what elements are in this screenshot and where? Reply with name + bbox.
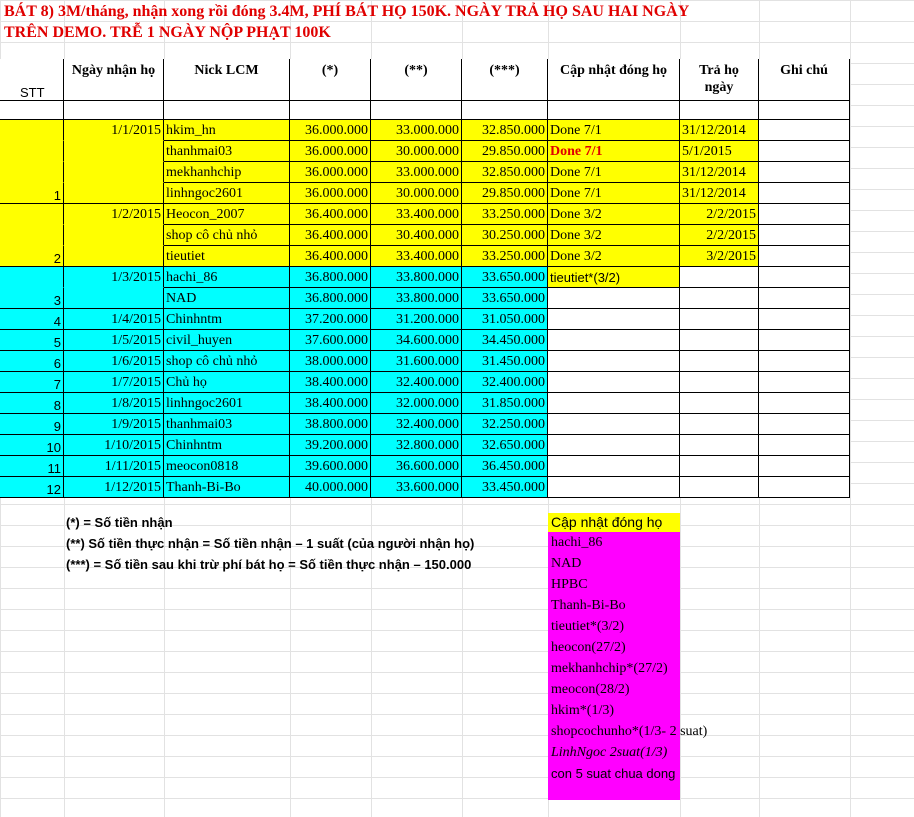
cell-tra[interactable]: 2/2/2015 [680,225,759,246]
cell-stt[interactable]: 6 [0,351,64,372]
gridline-v [850,0,851,817]
cell-ghi[interactable] [759,372,850,393]
cell-ghi[interactable] [759,351,850,372]
cell-c1[interactable]: 38.400.000 [290,372,371,393]
cell-date[interactable]: 1/10/2015 [64,435,164,456]
cell-tra[interactable]: 31/12/2014 [680,183,759,204]
cell-c3[interactable]: 32.850.000 [462,162,548,183]
cell-c3[interactable]: 33.250.000 [462,204,548,225]
cell-c2[interactable]: 33.400.000 [371,204,462,225]
cell-c2[interactable]: 36.600.000 [371,456,462,477]
cell-nick[interactable]: thanhmai03 [164,141,290,162]
cell-c2[interactable]: 32.400.000 [371,372,462,393]
cell-c3[interactable]: 32.850.000 [462,120,548,141]
cell-stt[interactable]: 2 [0,246,64,267]
cell-tra[interactable] [680,414,759,435]
cell-ghi[interactable] [759,393,850,414]
cell-upd[interactable] [548,393,680,414]
cell-c2[interactable]: 32.800.000 [371,435,462,456]
cell-date[interactable]: 1/11/2015 [64,456,164,477]
cell-c2[interactable]: 34.600.000 [371,330,462,351]
update-box-item: tieutiet*(3/2) [551,619,625,634]
cell-upd[interactable]: Done 7/1 [548,120,680,141]
cell-date[interactable]: 1/8/2015 [64,393,164,414]
cell-ghi[interactable] [759,141,850,162]
cell-c3[interactable]: 32.250.000 [462,414,548,435]
update-box-item: hachi_86 [551,535,603,550]
cell-nick[interactable]: linhngoc2601 [164,183,290,204]
cell-upd[interactable] [548,435,680,456]
spacer-cell[interactable] [680,101,759,120]
spacer-cell[interactable] [548,101,680,120]
cell-ghi[interactable] [759,330,850,351]
gridline-h [0,504,914,505]
cell-tra[interactable]: 31/12/2014 [680,162,759,183]
cell-ghi[interactable] [759,309,850,330]
cell-c1[interactable]: 39.200.000 [290,435,371,456]
cell-c1[interactable]: 36.800.000 [290,267,371,288]
cell-c2[interactable]: 33.800.000 [371,267,462,288]
cell-ghi[interactable] [759,120,850,141]
cell-c3[interactable]: 33.650.000 [462,267,548,288]
spacer-cell[interactable] [64,101,164,120]
cell-c3[interactable]: 29.850.000 [462,141,548,162]
cell-nick[interactable]: hkim_hn [164,120,290,141]
spacer-cell[interactable] [0,101,64,120]
cell-date[interactable]: 1/7/2015 [64,372,164,393]
cell-tra[interactable] [680,309,759,330]
cell-tra[interactable] [680,267,759,288]
cell-c3[interactable]: 32.400.000 [462,372,548,393]
cell-c2[interactable]: 30.400.000 [371,225,462,246]
cell-nick[interactable]: civil_huyen [164,330,290,351]
cell-nick[interactable]: linhngoc2601 [164,393,290,414]
spacer-cell[interactable] [371,101,462,120]
update-box-item: LinhNgoc 2suat(1/3) [551,745,668,760]
cell-upd[interactable] [548,309,680,330]
cell-date[interactable]: 1/9/2015 [64,414,164,435]
cell-stt[interactable]: 3 [0,288,64,309]
cell-tra[interactable] [680,477,759,498]
cell-ghi[interactable] [759,162,850,183]
cell-c1[interactable]: 36.400.000 [290,225,371,246]
cell-stt[interactable]: 9 [0,414,64,435]
cell-c1[interactable]: 37.600.000 [290,330,371,351]
cell-tra[interactable] [680,456,759,477]
cell-c3[interactable]: 30.250.000 [462,225,548,246]
gridline-h [0,21,914,22]
cell-tra[interactable] [680,372,759,393]
cell-c3[interactable]: 33.450.000 [462,477,548,498]
cell-date[interactable] [64,162,164,183]
cell-c1[interactable]: 38.800.000 [290,414,371,435]
cell-stt[interactable] [0,267,64,288]
cell-c3[interactable]: 32.650.000 [462,435,548,456]
gridline-h [0,756,914,757]
cell-stt[interactable] [0,162,64,183]
cell-c1[interactable]: 37.200.000 [290,309,371,330]
cell-date[interactable] [64,183,164,204]
cell-c2[interactable]: 33.800.000 [371,288,462,309]
legend-note-2: (**) Số tiền thực nhận = Số tiền nhận – 1 suất (của người nhận họ) [66,536,475,551]
cell-nick[interactable]: Heocon_2007 [164,204,290,225]
header-tra-ho [680,59,759,101]
cell-nick[interactable]: Chinhntm [164,309,290,330]
cell-date[interactable]: 1/1/2015 [64,120,164,141]
cell-c3[interactable]: 31.850.000 [462,393,548,414]
update-box-item: Thanh-Bi-Bo [551,598,626,613]
update-box-item: HPBC [551,577,588,592]
cell-tra[interactable]: 31/12/2014 [680,120,759,141]
cell-nick[interactable]: tieutiet [164,246,290,267]
header-ghi-chu: Ghi chú [759,59,850,101]
cell-c1[interactable]: 36.000.000 [290,183,371,204]
cell-c1[interactable]: 36.400.000 [290,246,371,267]
cell-c2[interactable]: 31.600.000 [371,351,462,372]
cell-date[interactable]: 1/2/2015 [64,204,164,225]
cell-upd[interactable] [548,456,680,477]
cell-tra[interactable] [680,330,759,351]
cell-ghi[interactable] [759,246,850,267]
cell-c1[interactable]: 36.000.000 [290,141,371,162]
cell-c2[interactable]: 32.000.000 [371,393,462,414]
cell-stt[interactable]: 1 [0,183,64,204]
gridline-h [0,672,914,673]
update-box-item: heocon(27/2) [551,640,626,655]
cell-nick[interactable]: NAD [164,288,290,309]
sheet-title-line-1: BÁT 8) 3M/tháng, nhận xong rồi đóng 3.4M, PHÍ BÁT HỌ 150K. NGÀY TRẢ HỌ SAU HAI NGÀY [4,3,690,20]
cell-upd[interactable]: Done 3/2 [548,204,680,225]
cell-tra[interactable] [680,435,759,456]
cell-ghi[interactable] [759,456,850,477]
cell-c2[interactable]: 33.400.000 [371,246,462,267]
header-c2: (**) [371,59,462,101]
cell-stt[interactable]: 8 [0,393,64,414]
cell-tra[interactable]: 5/1/2015 [680,141,759,162]
cell-ghi[interactable] [759,225,850,246]
header-stt: STT [0,59,64,101]
cell-stt[interactable]: 12 [0,477,64,498]
cell-c1[interactable]: 36.000.000 [290,162,371,183]
legend-note-1: (*) = Số tiền nhận [66,515,173,530]
cell-date[interactable] [64,288,164,309]
cell-ghi[interactable] [759,414,850,435]
sheet-title-line-2: TRÊN DEMO. TRỄ 1 NGÀY NỘP PHẠT 100K [4,24,331,41]
gridline-h [0,714,914,715]
cell-c1[interactable]: 39.600.000 [290,456,371,477]
header-tra-ho-line2: ngày [704,80,734,95]
gridline-h [0,798,914,799]
cell-stt[interactable]: 10 [0,435,64,456]
gridline-h [0,609,914,610]
update-box-item: shopcochunho*(1/3- 2 suat) [551,724,708,739]
cell-c2[interactable]: 33.600.000 [371,477,462,498]
cell-nick[interactable]: thanhmai03 [164,414,290,435]
cell-tra[interactable]: 3/2/2015 [680,246,759,267]
cell-upd[interactable]: Done 7/1 [548,162,680,183]
cell-nick[interactable]: Thanh-Bi-Bo [164,477,290,498]
cell-upd[interactable] [548,414,680,435]
cell-c2[interactable]: 30.000.000 [371,183,462,204]
cell-stt[interactable]: 4 [0,309,64,330]
cell-c1[interactable]: 36.000.000 [290,120,371,141]
cell-ghi[interactable] [759,204,850,225]
cell-tra[interactable] [680,393,759,414]
cell-tra[interactable]: 2/2/2015 [680,204,759,225]
gridline-h [0,693,914,694]
header-capnhat: Cập nhật đóng họ [548,59,680,101]
cell-upd[interactable] [548,330,680,351]
spacer-cell[interactable] [290,101,371,120]
cell-date[interactable] [64,225,164,246]
cell-c2[interactable]: 32.400.000 [371,414,462,435]
cell-stt[interactable]: 11 [0,456,64,477]
cell-upd[interactable] [548,372,680,393]
cell-upd[interactable]: Done 7/1 [548,183,680,204]
cell-c3[interactable]: 33.650.000 [462,288,548,309]
gridline-h [0,42,914,43]
cell-ghi[interactable] [759,183,850,204]
spacer-cell[interactable] [759,101,850,120]
cell-nick[interactable]: mekhanhchip [164,162,290,183]
cell-c3[interactable]: 29.850.000 [462,183,548,204]
cell-c2[interactable]: 33.000.000 [371,120,462,141]
cell-nick[interactable]: meocon0818 [164,456,290,477]
update-box-item: mekhanhchip*(27/2) [551,661,668,676]
cell-nick[interactable]: Chủ họ [164,372,290,393]
cell-c1[interactable]: 36.400.000 [290,204,371,225]
cell-upd[interactable]: Done 7/1 [548,141,680,162]
cell-stt[interactable]: 5 [0,330,64,351]
update-box-item: NAD [551,556,582,571]
cell-date[interactable]: 1/3/2015 [64,267,164,288]
cell-upd[interactable] [548,351,680,372]
cell-stt[interactable] [0,225,64,246]
cell-stt[interactable]: 7 [0,372,64,393]
gridline-h [0,588,914,589]
update-box-item: hkim*(1/3) [551,703,614,718]
cell-date[interactable] [64,246,164,267]
cell-date[interactable]: 1/4/2015 [64,309,164,330]
gridline-h [0,651,914,652]
spacer-cell[interactable] [164,101,290,120]
cell-c3[interactable]: 34.450.000 [462,330,548,351]
cell-c1[interactable]: 38.000.000 [290,351,371,372]
cell-upd[interactable] [548,288,680,309]
header-nick: Nick LCM [164,59,290,101]
cell-date[interactable]: 1/5/2015 [64,330,164,351]
cell-stt[interactable] [0,204,64,225]
cell-upd[interactable]: Done 3/2 [548,225,680,246]
cell-c2[interactable]: 33.000.000 [371,162,462,183]
cell-c3[interactable]: 31.050.000 [462,309,548,330]
cell-nick[interactable]: Chinhntm [164,435,290,456]
cell-nick[interactable]: hachi_86 [164,267,290,288]
legend-note-3: (***) = Số tiền sau khi trừ phí bát họ = Số tiền thực nhận – 150.000 [66,557,472,572]
cell-c1[interactable]: 38.400.000 [290,393,371,414]
cell-c3[interactable]: 33.250.000 [462,246,548,267]
cell-stt[interactable] [0,120,64,141]
header-c1: (*) [290,59,371,101]
cell-tra[interactable] [680,351,759,372]
cell-upd[interactable]: tieutiet*(3/2) [548,267,680,288]
gridline-h [0,735,914,736]
update-box-header: Cập nhật đóng họ [548,513,680,532]
update-box-item: con 5 suat chua dong [551,766,676,781]
cell-date[interactable]: 1/12/2015 [64,477,164,498]
cell-upd[interactable]: Done 3/2 [548,246,680,267]
gridline-h [0,0,914,1]
cell-tra[interactable] [680,288,759,309]
cell-stt[interactable] [0,141,64,162]
cell-c3[interactable]: 36.450.000 [462,456,548,477]
cell-nick[interactable]: shop cô chủ nhỏ [164,351,290,372]
cell-c2[interactable]: 30.000.000 [371,141,462,162]
cell-ghi[interactable] [759,267,850,288]
cell-ghi[interactable] [759,288,850,309]
header-tra-ho-line1: Trả họ [699,63,739,78]
cell-c1[interactable]: 36.800.000 [290,288,371,309]
cell-c3[interactable]: 31.450.000 [462,351,548,372]
cell-ghi[interactable] [759,477,850,498]
gridline-h [0,777,914,778]
spacer-cell[interactable] [462,101,548,120]
header-c3: (***) [462,59,548,101]
update-box-item: meocon(28/2) [551,682,630,697]
cell-c2[interactable]: 31.200.000 [371,309,462,330]
header-ngay: Ngày nhận họ [64,59,164,101]
cell-nick[interactable]: shop cô chủ nhỏ [164,225,290,246]
cell-date[interactable]: 1/6/2015 [64,351,164,372]
cell-c1[interactable]: 40.000.000 [290,477,371,498]
cell-date[interactable] [64,141,164,162]
cell-ghi[interactable] [759,435,850,456]
gridline-h [0,630,914,631]
cell-upd[interactable] [548,477,680,498]
